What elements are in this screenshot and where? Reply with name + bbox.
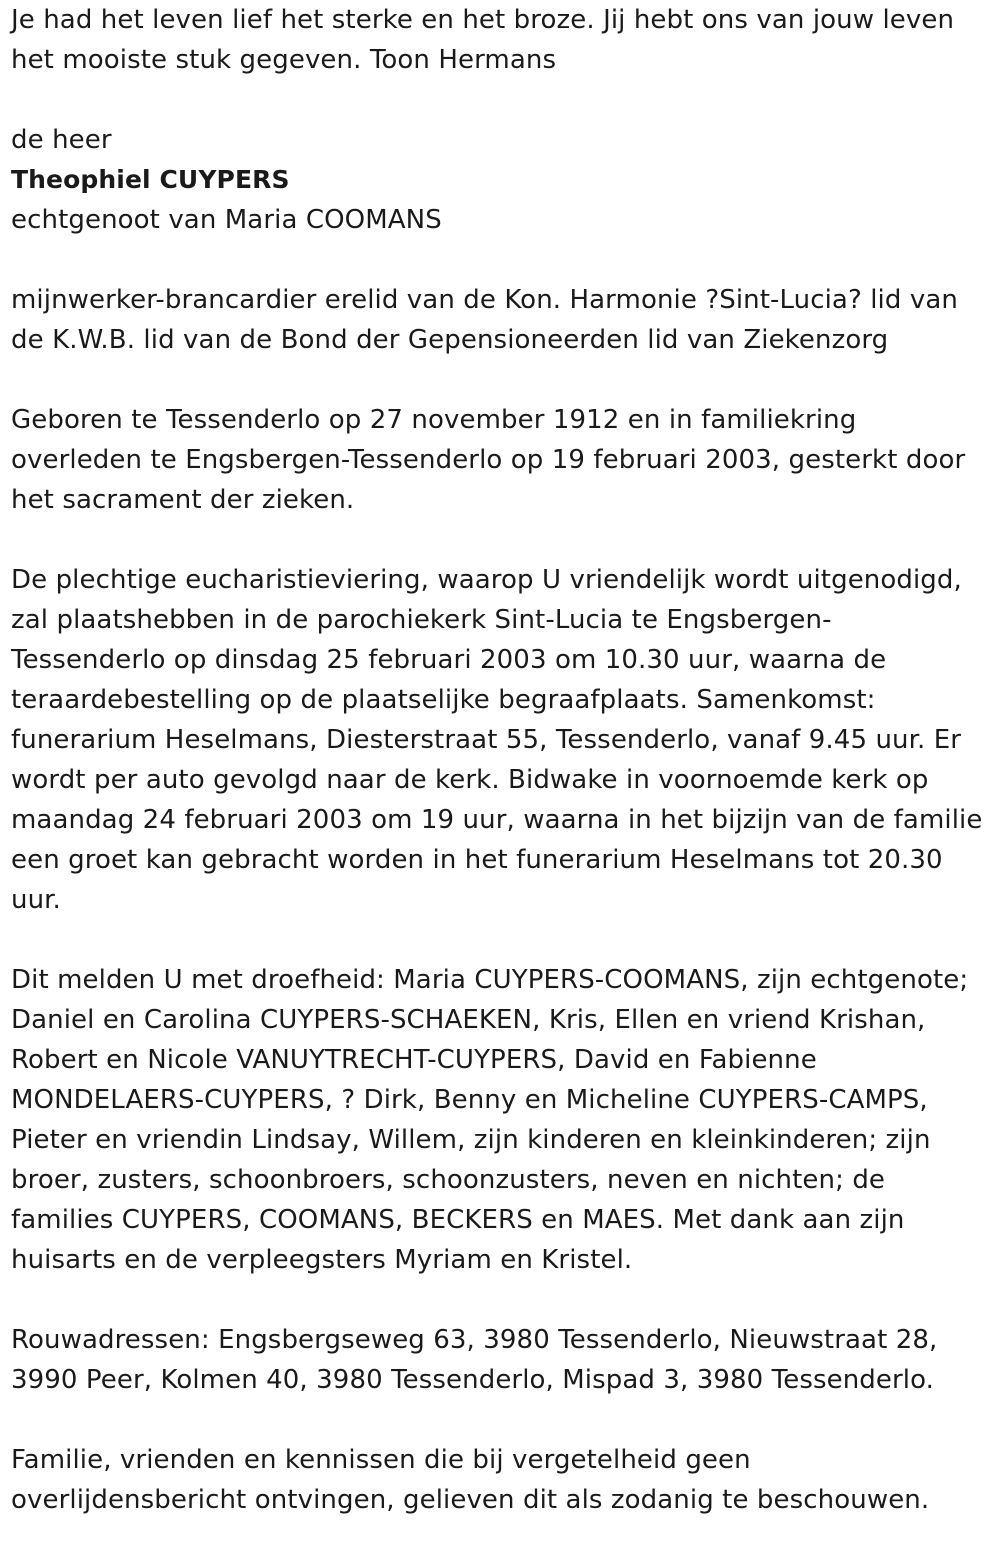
text-line: Daniel en Carolina CUYPERS-SCHAEKEN, Kris, Ellen en vriend Krishan, [11,1005,926,1035]
obituary-document [11,0,993,1520]
closing-paragraph [11,1440,993,1520]
paragraph-spacer [11,520,993,560]
deceased-name: Theophiel CUYPERS [11,165,290,194]
text-line: Rouwadressen: Engsbergseweg 63, 3980 Tessenderlo, Nieuwstraat 28, [11,1325,938,1355]
text-line: Pieter en vriendin Lindsay, Willem, zijn kinderen en kleinkinderen; zijn [11,1125,931,1155]
text-line: een groet kan gebracht worden in het funerarium Heselmans tot 20.30 [11,845,943,875]
text-line: Dit melden U met droefheid: Maria CUYPERS-COOMANS, zijn echtgenote; [11,965,969,995]
paragraph-spacer [11,80,993,120]
ceremony-paragraph [11,560,993,920]
addresses-paragraph [11,1320,993,1400]
text-line: wordt per auto gevolgd naar de kerk. Bidwake in voornoemde kerk op [11,765,929,795]
text-line: de K.W.B. lid van de Bond der Gepensioneerden lid van Ziekenzorg [11,325,889,355]
text-line: het mooiste stuk gegeven. Toon Hermans [11,45,557,75]
text-line: 3990 Peer, Kolmen 40, 3980 Tessenderlo, Mispad 3, 3980 Tessenderlo. [11,1365,935,1395]
memberships-paragraph [11,280,993,360]
paragraph-spacer [11,360,993,400]
quote-paragraph [11,0,993,80]
text-line: teraardebestelling op de plaatselijke begraafplaats. Samenkomst: [11,685,876,715]
paragraph-spacer [11,1280,993,1320]
text-line: De plechtige eucharistieviering, waarop U vriendelijk wordt uitgenodigd, [11,565,962,595]
spouse-line: echtgenoot van Maria COOMANS [11,205,442,235]
paragraph-spacer [11,920,993,960]
title-prefix: de heer [11,125,112,155]
text-line: Tessenderlo op dinsdag 25 februari 2003 om 10.30 uur, waarna de [11,645,887,675]
text-line: zal plaatshebben in de parochiekerk Sint-Lucia te Engsbergen- [11,605,832,635]
paragraph-spacer [11,240,993,280]
text-line: Familie, vrienden en kennissen die bij vergetelheid geen [11,1445,751,1475]
text-line: families CUYPERS, COOMANS, BECKERS en MAES. Met dank aan zijn [11,1205,905,1235]
birth-death-paragraph [11,400,993,520]
text-line: het sacrament der zieken. [11,485,355,515]
text-line: funerarium Heselmans, Diesterstraat 55, Tessenderlo, vanaf 9.45 uur. Er [11,725,962,755]
paragraph-spacer [11,1400,993,1440]
text-line: Geboren te Tessenderlo op 27 november 1912 en in familiekring [11,405,857,435]
text-line: huisarts en de verpleegsters Myriam en Kristel. [11,1245,633,1275]
text-line: MONDELAERS-CUYPERS, ? Dirk, Benny en Micheline CUYPERS-CAMPS, [11,1085,928,1115]
text-line: overlijdensbericht ontvingen, gelieven dit als zodanig te beschouwen. [11,1485,930,1515]
text-line: maandag 24 februari 2003 om 19 uur, waarna in het bijzijn van de familie [11,805,983,835]
text-line: uur. [11,885,61,915]
family-paragraph [11,960,993,1280]
text-line: mijnwerker-brancardier erelid van de Kon. Harmonie ?Sint-Lucia? lid van [11,285,958,315]
text-line: overleden te Engsbergen-Tessenderlo op 19 februari 2003, gesterkt door [11,445,966,475]
text-line: broer, zusters, schoonbroers, schoonzusters, neven en nichten; de [11,1165,886,1195]
text-line: Robert en Nicole VANUYTRECHT-CUYPERS, David en Fabienne [11,1045,817,1075]
text-line: Je had het leven lief het sterke en het broze. Jij hebt ons van jouw leven [11,5,955,35]
